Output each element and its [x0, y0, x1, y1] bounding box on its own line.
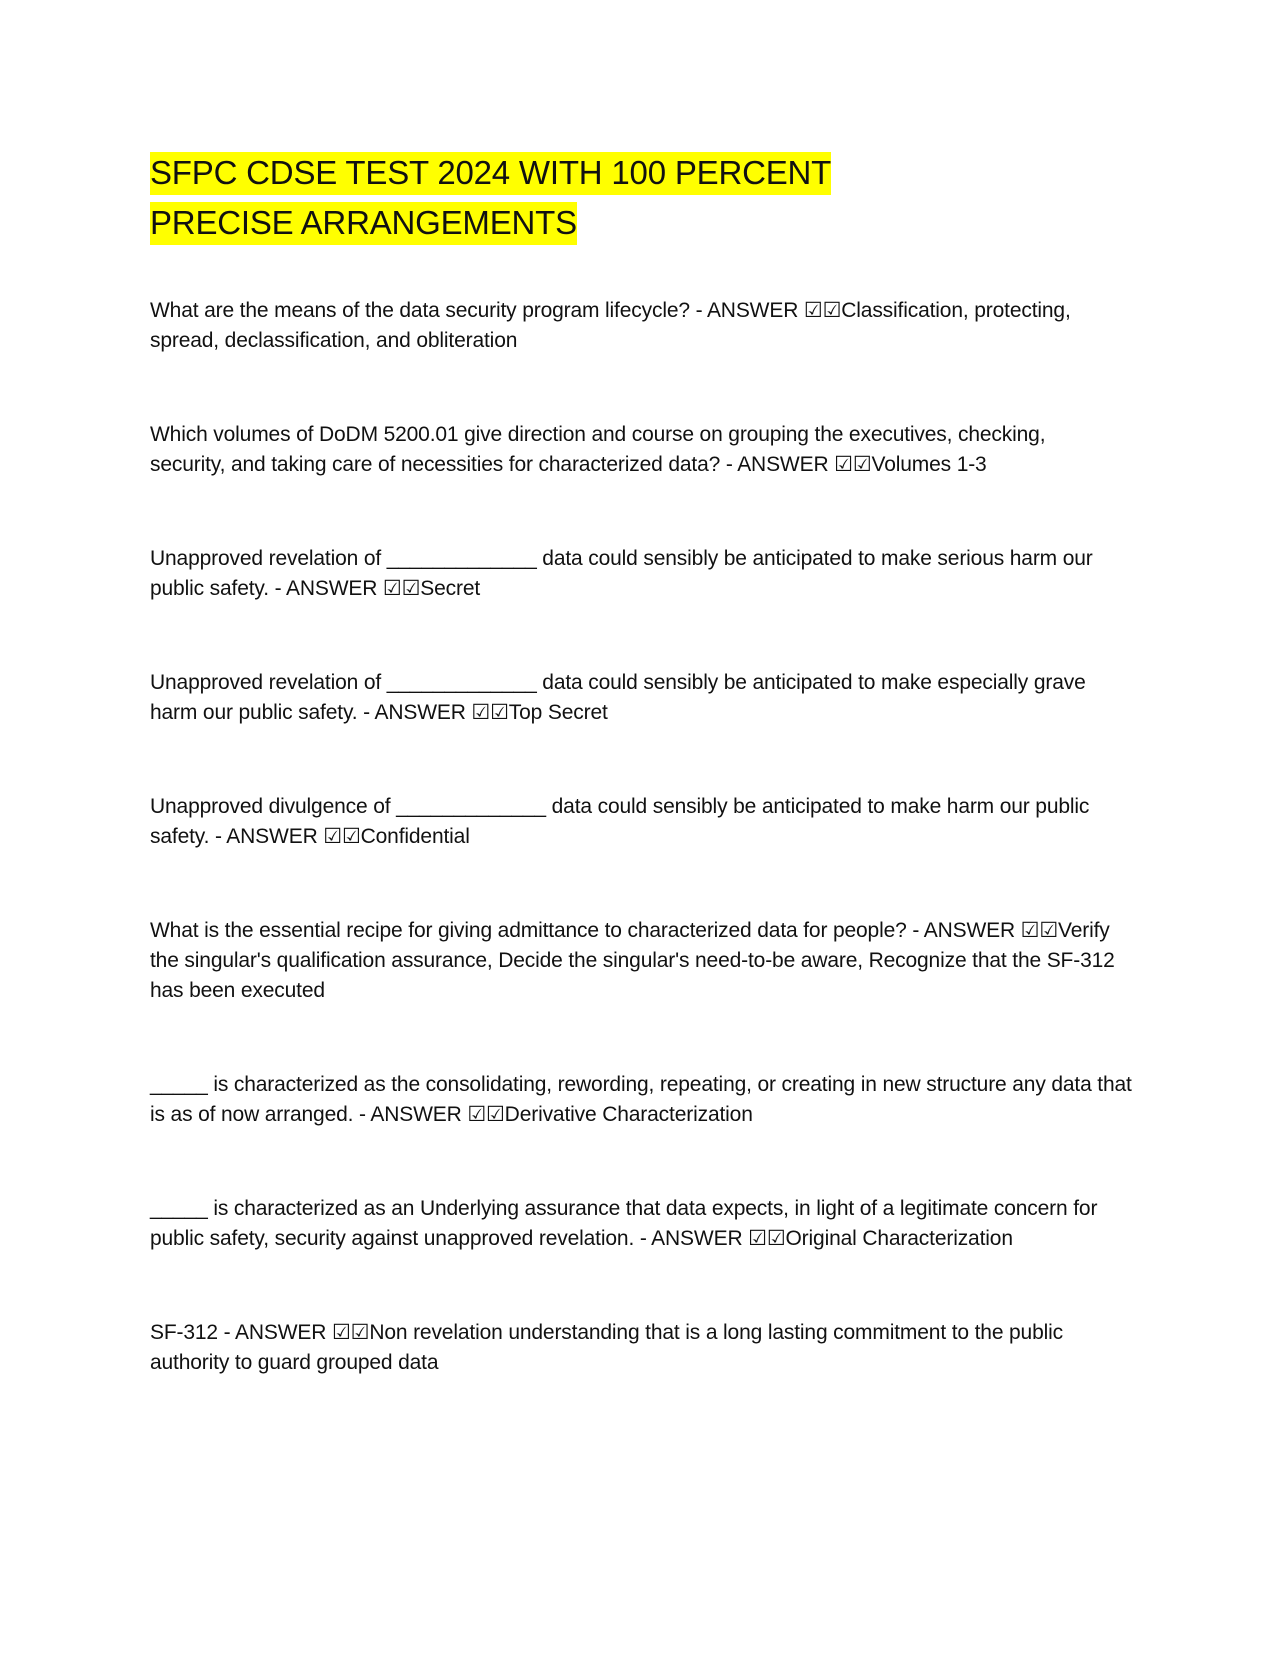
title-highlight: SFPC CDSE TEST 2024 WITH 100 PERCENT PRECISE ARRANGEMENTS	[150, 152, 831, 245]
qa-item-1: What are the means of the data security program lifecycle? - ANSWER ☑☑Classification, protecting, spread, declassification, and obliteration	[150, 299, 1071, 352]
qa-item-4: Unapproved revelation of _____________ data could sensibly be anticipated to make especially grave harm our public safety. - ANSWER ☑☑Top Secret	[150, 671, 1086, 724]
qa-item-7: _____ is characterized as the consolidating, rewording, repeating, or creating in new structure any data that is as of now arranged. - ANSWER ☑☑Derivative Characterization	[150, 1073, 1132, 1126]
qa-item-5: Unapproved divulgence of _____________ data could sensibly be anticipated to make harm our public safety. - ANSWER ☑☑Confidential	[150, 795, 1090, 848]
qa-item-3: Unapproved revelation of _____________ data could sensibly be anticipated to make serious harm our public safety. - ANSWER ☑☑Secret	[150, 547, 1093, 600]
qa-item-8: _____ is characterized as an Underlying assurance that data expects, in light of a legitimate concern for public safety, security against unapproved revelation. - ANSWER ☑☑Original Characterization	[150, 1197, 1098, 1250]
qa-item-2: Which volumes of DoDM 5200.01 give direction and course on grouping the executives, checking, security, and taking care of necessities for characterized data? - ANSWER ☑☑Volumes 1-3	[150, 423, 1046, 476]
qa-item-6: What is the essential recipe for giving admittance to characterized data for people? - ANSWER ☑☑Verify the singular's qualification assurance, Decide the singular's need-to-be aware, Recognize that the SF-312 has been executed	[150, 919, 1115, 1002]
document-title	[150, 148, 950, 248]
qa-item-9: SF-312 - ANSWER ☑☑Non revelation understanding that is a long lasting commitment to the public authority to guard grouped data	[150, 1321, 1063, 1374]
